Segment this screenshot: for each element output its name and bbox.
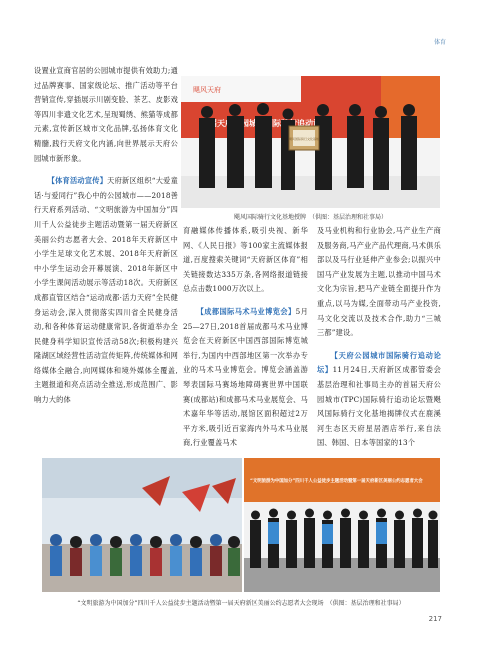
plaque-text: 飓风国际骑行文化基地 [288,137,320,141]
col2-body-2: 5月25—27日,2018首届成都马术马业博览会在天府新区中国西部国际博览城举行,为国内中西部地区第一次举办专业的马术马业博览会。博览会涵盖游琴表国际马赛场地障碍赛世界中国联赛(成都站)和成都马术马业展览会、马术嘉年华等活动,展馆区面积超过2万平方米,吸引近百家海内外马术马业展商,行业覆盖马术 [183,306,308,448]
top-photo-caption: 飓风国际骑行文化基地授牌 （供图：基层治理和社事局） [233,214,387,221]
col2-paragraph-1: 育融媒体传播体系,吸引央视、新华网、《人民日报》等100家主流媒体报道,百度搜索关键词“天府新区体育”相关链接数达335万条,各网络报道链接总点击数1000万次以上。 [183,226,308,294]
col1-paragraph-1: 设置业宣商官居的公园城市提供有效助力;通过品牌赛事、国家级论坛、推广活动等平台营销宣传,穿插展示川剧变脸、茶艺、皮影戏等四川非遗文化艺术,呈现蜀绣、熊猫等成都元素,宣传新区城市文化品牌,弘扬体育文化精髓,践行天府文化内涵,向世界展示天府公园城市新形象。 [34,66,178,163]
column-3 [317,224,441,451]
section-tag: 体育 [433,39,446,46]
col1-subhead: 【体育活动宣传】 [47,176,108,186]
hiking-crowd-image [42,458,242,592]
col2-subhead: 【成都国际马术马业博览会】 [196,306,296,316]
volunteer-conference-image [244,458,440,592]
conference-banner-text: “文明旅游为中国加分”四川千人公益徒步主题活动暨第一届天府新区美丽公约志愿者大会 [250,479,423,484]
col3-paragraph-2 [317,349,441,451]
column-2 [183,224,308,451]
col3-paragraph-1: 及马业机构和行业协会,马产业生产商及服务商,马产业产品代理商,马术俱乐部以及马行业延伸产业参会;以振兴中国马产业发展为主题,以推动中国马术文化为宗旨,把马产业链全面提升作为重点,以马为媒,全面带动马产业投资,马文化交流以及技术合作,助力“三城三都”建设。 [317,226,441,338]
col2-paragraph-2 [183,305,308,451]
plaque-ceremony-image [181,76,440,208]
photo-hiking-crowd [42,458,242,592]
photo-plaque-ceremony [181,76,440,208]
column-1 [34,64,178,408]
col3-subhead: 【天府公园城市国际骑行追动论坛】 [317,350,441,375]
page-number: 217 [428,615,442,623]
col1-paragraph-2 [34,174,178,408]
banner-logo: 飓风天府 [193,86,221,94]
photo-volunteer-conference [244,458,440,592]
col3-body-2: 11月24日,天府新区成都管委会基层治理和社事局主办的首届天府公园城市(TPC)国际骑行追动论坛暨飓风国际骑行文化基地揭牌仪式在鹿溪河生态区天府星居酒店举行,来自法国、韩国、日本等国家的13个 [317,365,442,448]
col1-body-2: 天府新区组织“大爱童话·与爱同行”我心中的公园城市——2018善行天府系列活动、“文明旅游为中国加分”四川千人公益徒步主题活动暨第一届天府新区美丽公约志愿者大会、2018年天府新区中小学生足球文化艺术展、2018年天府新区中小学生运动会开幕展演、2018年新区中小学生课间活动展示等活动18次。天府新区成都直管区结合“运动成都·活力天府”全民健身运动会,深入贯彻落实四川省全民健身活动,和各种体育运动健康常识,各街道举办全民健身科学知识宣传活动58次;积极构建兴隆湖区域经营性活动宣传矩阵,传统媒体和网络媒体全融合,向网媒体和境外媒体全覆盖,主题报道和亮点活动全推送,形成范围广、影响力大的体 [34,176,178,405]
bottom-photo-caption: “文明旅游为中国加分”四川千人公益徒步主题活动暨第一届天府新区美丽公约志愿者大会现场 （供图：基层治理和社事局） [77,600,405,607]
